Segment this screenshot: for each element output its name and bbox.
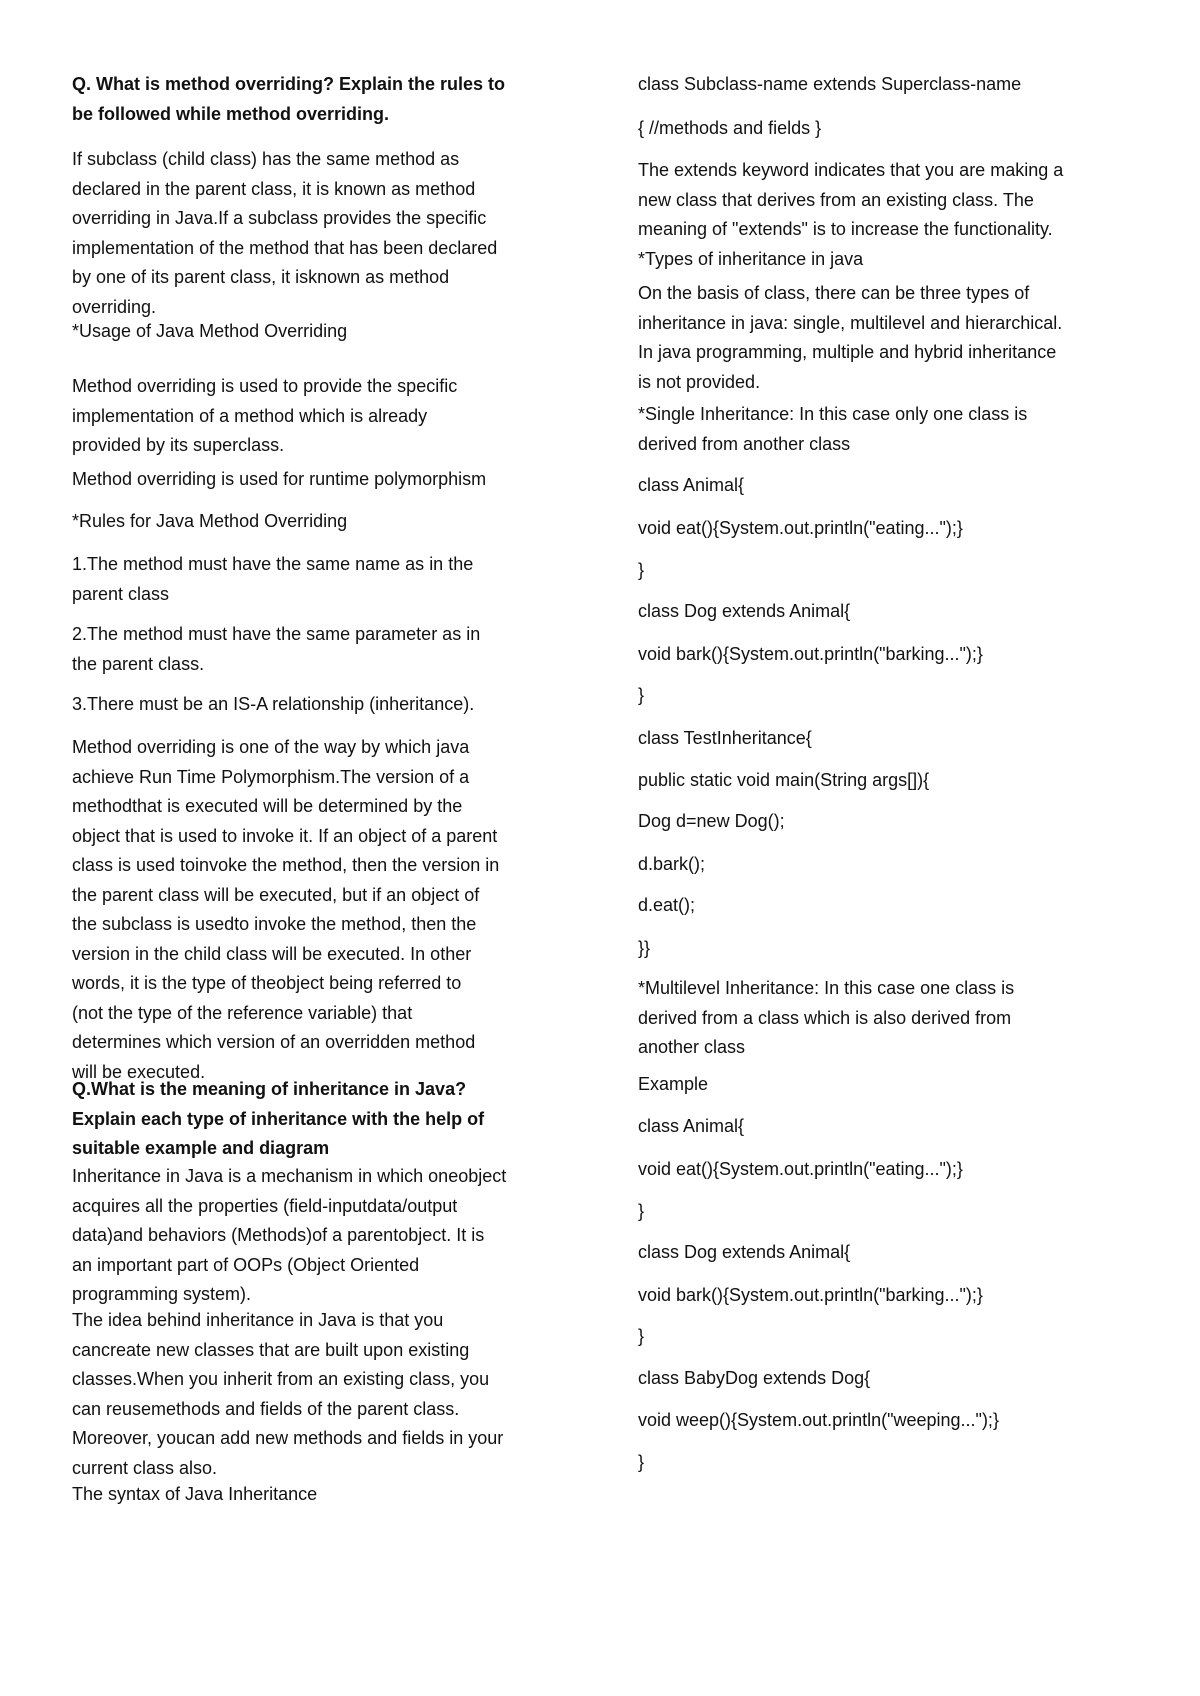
text-line: 2.The method must have the same parameter as in — [72, 624, 481, 644]
paragraph — [638, 1448, 1138, 1478]
paragraph — [638, 471, 1138, 501]
text-line: Inheritance in Java is a mechanism in which oneobject — [72, 1166, 507, 1186]
text-line: Example — [638, 1074, 709, 1094]
text-line: acquires all the properties (field-inputdata/output — [72, 1195, 458, 1216]
text-line: public static void main(String args[]){ — [638, 770, 930, 790]
text-line: overriding. — [72, 296, 157, 317]
paragraph — [638, 1238, 1138, 1268]
text-line: the parent class will be executed, but if an object of — [72, 884, 480, 905]
text-line: new class that derives from an existing class. The — [638, 189, 1034, 210]
text-line: declared in the parent class, it is known as method — [72, 178, 476, 199]
text-line: implementation of the method that has been declared — [72, 237, 498, 258]
text-line: data)and behaviors (Methods)of a parentobject. It is — [72, 1225, 485, 1245]
text-line: { //methods and fields } — [638, 118, 822, 138]
paragraph — [638, 1155, 1138, 1185]
paragraph — [638, 850, 1138, 880]
text-line: will be executed. — [72, 1061, 206, 1082]
text-line: an important part of OOPs (Object Oriented — [72, 1254, 420, 1275]
paragraph — [72, 145, 572, 322]
text-line: } — [638, 1201, 645, 1221]
paragraph — [638, 724, 1138, 754]
paragraph — [72, 1480, 572, 1510]
text-line: } — [638, 685, 645, 705]
text-line: words, it is the type of theobject being referred to — [72, 973, 462, 993]
text-line: 3.There must be an IS-A relationship (inheritance). — [72, 694, 475, 714]
text-line: *Multilevel Inheritance: In this case one class is — [638, 978, 1015, 998]
paragraph — [638, 597, 1138, 627]
text-line: void eat(){System.out.println("eating...");} — [638, 1159, 963, 1179]
text-line: derived from a class which is also derived from — [638, 1007, 1012, 1028]
paragraph — [638, 114, 1138, 144]
text-line: object that is used to invoke it. If an object of a parent — [72, 825, 498, 846]
text-line: Explain each type of inheritance with the help of — [72, 1108, 485, 1129]
paragraph — [638, 640, 1138, 670]
paragraph — [72, 690, 572, 720]
paragraph — [72, 1306, 572, 1483]
text-line: class BabyDog extends Dog{ — [638, 1368, 871, 1388]
paragraph — [638, 400, 1138, 459]
text-line: by one of its parent class, it isknown as method — [72, 267, 450, 287]
paragraph — [638, 1112, 1138, 1142]
text-line: void bark(){System.out.println("barking...");} — [638, 1285, 983, 1305]
text-line: provided by its superclass. — [72, 435, 285, 455]
paragraph — [638, 1281, 1138, 1311]
text-line: Method overriding is used to provide the specific — [72, 376, 458, 396]
paragraph — [72, 465, 572, 495]
text-line: class Subclass-name extends Superclass-name — [638, 74, 1022, 94]
text-line: *Types of inheritance in java — [638, 248, 864, 269]
text-line: be followed while method overriding. — [72, 103, 390, 124]
paragraph — [638, 156, 1138, 274]
text-line: implementation of a method which is already — [72, 405, 428, 426]
text-line: class Animal{ — [638, 1116, 745, 1136]
paragraph — [638, 556, 1138, 586]
text-line: In java programming, multiple and hybrid inheritance — [638, 342, 1057, 362]
paragraph — [638, 1364, 1138, 1394]
text-line: The syntax of Java Inheritance — [72, 1484, 318, 1504]
text-line: Moreover, youcan add new methods and fields in your — [72, 1428, 504, 1448]
paragraph — [72, 372, 572, 461]
text-line: current class also. — [72, 1457, 218, 1478]
paragraph — [638, 1197, 1138, 1227]
text-line: Q. What is method overriding? Explain the rules to — [72, 74, 506, 94]
text-line: class Dog extends Animal{ — [638, 601, 851, 621]
text-line: derived from another class — [638, 433, 851, 454]
text-line: meaning of "extends" is to increase the functionality. — [638, 219, 1053, 239]
paragraph — [72, 620, 572, 679]
text-line: cancreate new classes that are built upon existing — [72, 1339, 470, 1360]
text-line: On the basis of class, there can be three types of — [638, 283, 1030, 303]
text-line: (not the type of the reference variable) that — [72, 1002, 413, 1023]
paragraph — [638, 1406, 1138, 1436]
paragraph — [72, 1162, 572, 1310]
paragraph — [638, 70, 1138, 100]
paragraph — [638, 681, 1138, 711]
text-line: 1.The method must have the same name as in the — [72, 554, 474, 574]
paragraph — [72, 550, 572, 609]
text-line: can reusemethods and fields of the parent class. — [72, 1398, 460, 1419]
paragraph — [638, 514, 1138, 544]
text-line: methodthat is executed will be determined by the — [72, 796, 463, 816]
text-line: }} — [638, 938, 651, 958]
text-line: class Animal{ — [638, 475, 745, 495]
text-line: class Dog extends Animal{ — [638, 1242, 851, 1262]
text-line: another class — [638, 1037, 746, 1057]
text-line: Method overriding is used for runtime polymorphism — [72, 469, 487, 489]
text-line: determines which version of an overridden method — [72, 1032, 476, 1052]
paragraph — [638, 766, 1138, 796]
text-line: the subclass is usedto invoke the method, then the — [72, 914, 477, 934]
text-line: *Single Inheritance: In this case only one class is — [638, 404, 1028, 424]
text-line: } — [638, 1452, 645, 1472]
text-line: class TestInheritance{ — [638, 728, 812, 748]
paragraph — [638, 279, 1138, 397]
question-heading — [72, 1075, 572, 1164]
text-line: void eat(){System.out.println("eating...");} — [638, 518, 963, 538]
paragraph — [638, 974, 1138, 1063]
text-line: overriding in Java.If a subclass provides the specific — [72, 208, 487, 228]
text-line: Dog d=new Dog(); — [638, 811, 785, 831]
text-line: *Usage of Java Method Overriding — [72, 321, 348, 341]
paragraph — [72, 507, 572, 537]
text-line: d.eat(); — [638, 895, 696, 915]
text-line: suitable example and diagram — [72, 1138, 330, 1158]
text-line: is not provided. — [638, 371, 761, 392]
text-line: The idea behind inheritance in Java is that you — [72, 1310, 444, 1330]
paragraph — [638, 891, 1138, 921]
paragraph — [638, 1322, 1138, 1352]
text-line: void weep(){System.out.println("weeping...");} — [638, 1410, 999, 1430]
text-line: inheritance in java: single, multilevel and hierarchical. — [638, 312, 1063, 333]
paragraph — [638, 1070, 1138, 1100]
text-line: achieve Run Time Polymorphism.The version of a — [72, 766, 470, 787]
paragraph — [638, 934, 1138, 964]
paragraph — [72, 733, 572, 1087]
text-line: Q.What is the meaning of inheritance in Java? — [72, 1079, 467, 1099]
text-line: The extends keyword indicates that you are making a — [638, 160, 1064, 180]
question-heading — [72, 70, 572, 129]
text-line: } — [638, 560, 645, 580]
text-line: programming system). — [72, 1284, 252, 1304]
text-line: version in the child class will be executed. In other — [72, 943, 472, 964]
text-line: void bark(){System.out.println("barking...");} — [638, 644, 983, 664]
text-line: If subclass (child class) has the same method as — [72, 149, 460, 169]
text-line: } — [638, 1326, 645, 1346]
paragraph — [638, 807, 1138, 837]
text-line: the parent class. — [72, 653, 205, 674]
text-line: d.bark(); — [638, 854, 706, 874]
text-line: class is used toinvoke the method, then the version in — [72, 855, 500, 875]
text-line: *Rules for Java Method Overriding — [72, 511, 348, 531]
text-line: parent class — [72, 583, 170, 604]
text-line: Method overriding is one of the way by which java — [72, 737, 470, 757]
paragraph — [72, 317, 572, 347]
text-line: classes.When you inherit from an existing class, you — [72, 1369, 490, 1389]
